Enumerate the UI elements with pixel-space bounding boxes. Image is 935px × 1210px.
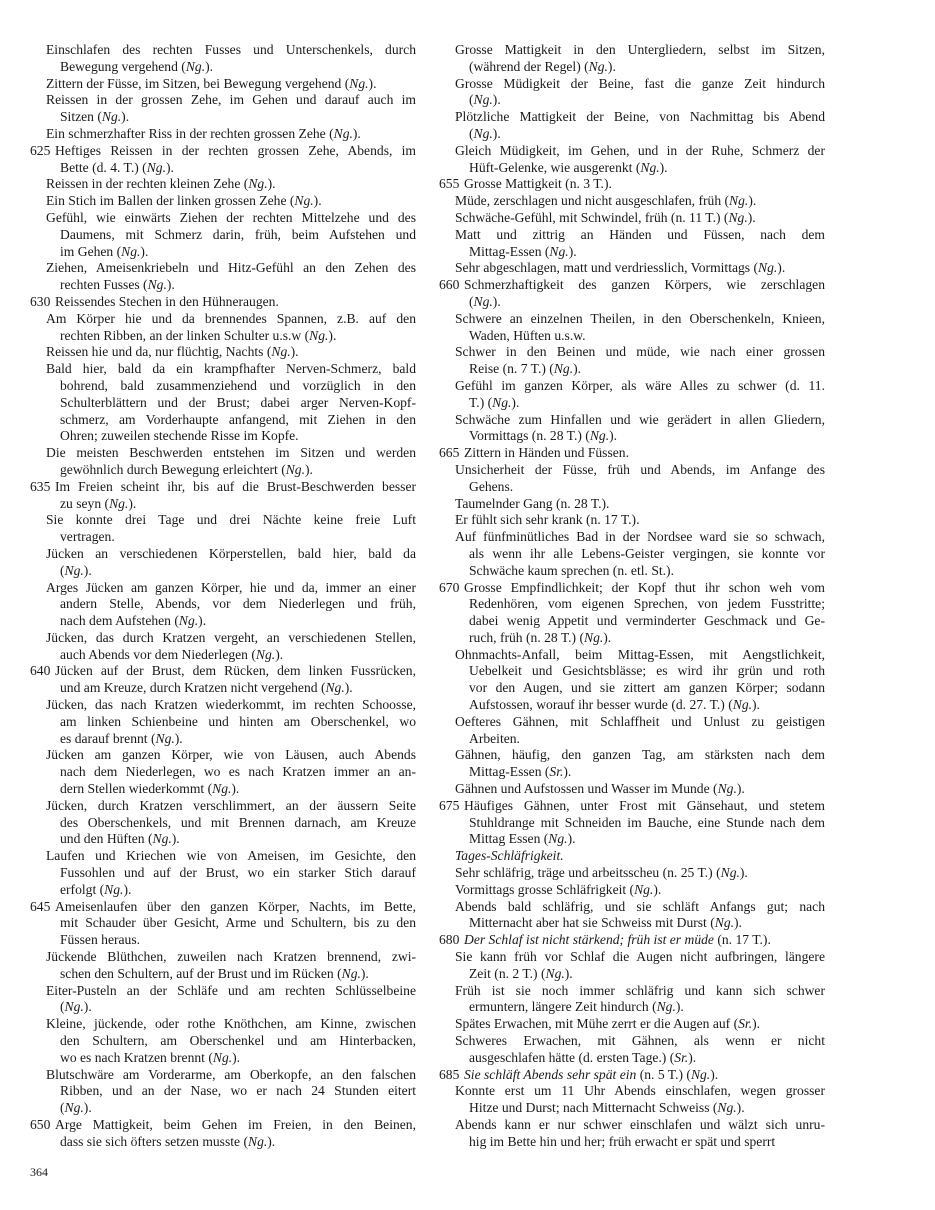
entry-line: Reissen in der grossen Zehe, im Gehen und darauf auch im [46, 92, 416, 108]
entry [439, 1117, 825, 1151]
entry [30, 193, 416, 210]
entry [439, 176, 825, 193]
entry [439, 882, 825, 899]
entry-line: Sitzen (Ng.). [60, 109, 130, 125]
entry-line: Gefühl im ganzen Körper, als wäre Alles zu schwer (d. 11. [455, 377, 825, 393]
entry-line: und am Kreuze, durch Kratzen nicht vergehend (Ng.). [60, 680, 353, 696]
entry [439, 412, 825, 446]
entry-text: Jücken auf der Brust, dem Rücken, dem linken Fussrücken, [55, 663, 416, 679]
entry-line: Spätes Erwachen, mit Mühe zerrt er die Augen auf (Sr.). [455, 1016, 761, 1032]
entry-line: Sie kann früh vor Schlaf die Augen nicht aufbringen, längere [455, 949, 825, 965]
entry-line: auch Abends vor dem Niederlegen (Ng.). [60, 646, 284, 662]
entry-line: vertragen. [60, 529, 115, 545]
entry-line: Mitternacht aber hat sie Schweiss mit Durst (Ng.). [469, 915, 742, 931]
entry-line: erfolgt (Ng.). [60, 881, 132, 897]
entry-line: es darauf brennt (Ng.). [60, 730, 183, 746]
entry-line: dern Stellen wiederkommt (Ng.). [60, 781, 240, 797]
entry [30, 983, 416, 1017]
entry-line: hig im Bette hin und her; früh erwacht er spät und sperrt [469, 1133, 776, 1149]
entry-line: Auf fünfminütliches Bad in der Nordsee ward sie so schwach, [455, 529, 825, 545]
entry-line: Plötzliche Mattigkeit der Beine, von Nachmittag bis Abend [455, 109, 825, 125]
right-column [439, 42, 825, 1151]
entry-number: 655 [439, 176, 460, 192]
entry [439, 580, 825, 647]
entry-line [439, 277, 825, 294]
entry-line: Müde, zerschlagen und nicht ausgeschlafen, früh (Ng.). [455, 193, 757, 209]
entry [439, 798, 825, 848]
entry-text: Sie schläft Abends sehr spät ein (n. 5 T.) (Ng.). [464, 1066, 719, 1082]
entry-number: 625 [30, 142, 51, 158]
entry-line [439, 1067, 825, 1084]
entry-line: bohrend, bald zusammenziehend und vorzüglich in den [60, 377, 416, 393]
entry [439, 747, 825, 781]
entry-line: Schwäche zum Hinfallen und wie gerädert in allen Gliedern, [455, 411, 825, 427]
entry-line: Uebelkeit und Gesichtsblässe; es wird ihr grün und roth [469, 663, 825, 679]
entry-line: Taumelnder Gang (n. 28 T.). [455, 495, 610, 511]
entry [30, 697, 416, 747]
entry [30, 361, 416, 445]
entry [30, 1117, 416, 1151]
entry-line: Arbeiten. [469, 730, 520, 746]
entry-line: Gleich Müdigkeit, im Gehen, und in der Ruhe, Schmerz der [455, 142, 825, 158]
entry-line [439, 932, 825, 949]
entry-line: Kleine, jückende, oder rothe Knöthchen, am Kinne, zwischen [46, 1016, 416, 1032]
entry-line: Bewegung vergehend (Ng.). [60, 58, 214, 74]
entry-line: und den Hüften (Ng.). [60, 831, 180, 847]
entry-line: nach dem Aufstehen (Ng.). [60, 613, 207, 629]
entry-line [30, 294, 416, 311]
entry-line: Hüft-Gelenke, wie ausgerenkt (Ng.). [469, 159, 668, 175]
entry-line: Fussohlen und auf der Brust, wo ein starker Stich darauf [60, 865, 416, 881]
entry [30, 1067, 416, 1117]
entry-line: Abends bald schläfrig, und sie schläft Anfangs gut; nach [455, 898, 825, 914]
entry-line: Gehens. [469, 478, 514, 494]
entry-line: vor den Augen, und sie zittert am ganzen Körper; sodann [469, 680, 825, 696]
entry [30, 580, 416, 630]
entry-text: Der Schlaf ist nicht stärkend; früh ist er müde (n. 17 T.). [464, 932, 771, 948]
entry-line: ruch, früh (n. 28 T.) (Ng.). [469, 629, 612, 645]
entry-line [439, 580, 825, 597]
entry [30, 512, 416, 546]
entry [439, 983, 825, 1017]
entry-line: Früh ist sie noch immer schläfrig und kann sich schwer [455, 982, 825, 998]
entry-line: Reise (n. 7 T.) (Ng.). [469, 361, 582, 377]
entry [439, 932, 825, 949]
entry-line: (Ng.). [469, 293, 501, 309]
entry-line: Konnte erst um 11 Uhr Abends einschlafen, wegen grosser [455, 1083, 825, 1099]
entry-line: Ein Stich im Ballen der linken grossen Zehe (Ng.). [46, 193, 322, 209]
entry-line: andern Stelle, Abends, vor dem Niederlegen und früh, [60, 596, 416, 612]
entry-line [30, 663, 416, 680]
entry [439, 647, 825, 714]
entry [439, 260, 825, 277]
entry-line: den Schultern, am Oberschenkel und am Hinterbacken, [60, 1033, 416, 1049]
left-column [30, 42, 416, 1151]
entry-line: dass sie sich öfters setzen musste (Ng.). [60, 1133, 276, 1149]
entry [439, 1083, 825, 1117]
entry-line: Zittern der Füsse, im Sitzen, bei Bewegung vergehend (Ng.). [46, 75, 377, 91]
entry-line: Blutschwäre am Vorderarme, am Oberkopfe, an den falschen [46, 1066, 416, 1082]
entry [439, 76, 825, 110]
entry-number: 680 [439, 932, 460, 948]
entry-line: Jücken, das nach Kratzen wiederkommt, im rechten Schoosse, [46, 697, 416, 713]
entry [439, 210, 825, 227]
entry-line: ausgeschlafen hätte (d. ersten Tage.) (Sr.). [469, 1049, 697, 1065]
entry-number: 630 [30, 293, 51, 309]
entry [30, 42, 416, 76]
entry-line: Sie konnte drei Tage und drei Nächte keine freie Luft [46, 512, 416, 528]
entry-line: schen den Schultern, auf der Brust und im Rücken (Ng.). [60, 965, 369, 981]
entry-line: Zeit (n. 2 T.) (Ng.). [469, 965, 573, 981]
entry-line [30, 1117, 416, 1134]
entry-line [439, 176, 825, 193]
entry [439, 1016, 825, 1033]
entry-text: Im Freien scheint ihr, bis auf die Brust-Beschwerden besser [55, 478, 416, 494]
entry-line: Gähnen und Aufstossen und Wasser im Munde (Ng.). [455, 781, 745, 797]
entry-line: Einschlafen des rechten Fusses und Unterschenkels, durch [46, 42, 416, 57]
entry-line: Abends kann er nur schwer einschlafen und wälzt sich unru- [455, 1117, 825, 1132]
entry-line: Grosse Mattigkeit in den Untergliedern, selbst im Sitzen, [455, 42, 825, 57]
entry-line: Aufstossen, worauf ihr besser wurde (d. 27. T.) (Ng.). [469, 697, 760, 713]
entry-line: im Gehen (Ng.). [60, 243, 149, 259]
entry-line: Ribben, und an der Nase, wo er nach 24 Stunden eitert [60, 1083, 416, 1099]
entry-number: 635 [30, 478, 51, 494]
entry-line: Daumens, mit Schmerz darin, früh, beim Aufstehen und [60, 226, 416, 242]
entry-line: Oefteres Gähnen, mit Schlaffheit und Unlust zu geistigen [455, 713, 825, 729]
entry-line: Am Körper hie und da brennendes Spannen, z.B. auf den [46, 310, 416, 326]
entry [30, 344, 416, 361]
entry-line: Schulterblättern und der Brust; dabei arger Nerven-Kopf- [60, 394, 416, 410]
entry-text: Heftiges Reissen in der rechten grossen Zehe, Abends, im [55, 142, 416, 158]
entry-text: Ameisenlaufen über den ganzen Körper, Nachts, im Bette, [55, 898, 416, 914]
entry-line: Die meisten Beschwerden entstehen im Sitzen und werden [46, 445, 416, 461]
entry [30, 210, 416, 260]
entry-line: zu seyn (Ng.). [60, 495, 137, 511]
entry [439, 277, 825, 311]
entry-line: Mittag Essen (Ng.). [469, 831, 576, 847]
entry-line: Vormittags grosse Schläfrigkeit (Ng.). [455, 881, 662, 897]
entry-line: Waden, Hüften u.s.w. [469, 327, 586, 343]
entry-line: (Ng.). [60, 999, 92, 1015]
entry [439, 445, 825, 462]
entry-line: Arges Jücken am ganzen Körper, hie und da, immer an einer [46, 579, 416, 595]
entry-line: Tages-Schläfrigkeit. [455, 848, 564, 864]
entry [30, 176, 416, 193]
entry-line: Mittag-Essen (Ng.). [469, 243, 577, 259]
entry-line: Stuhldrange mit Schneiden im Bauche, eine Stunde nach dem [469, 814, 825, 830]
entry-line: dabei wenig Appetit und verminderter Geschmack und Ge- [469, 613, 825, 629]
page-number: 364 [30, 1165, 48, 1179]
entry-line: (Ng.). [60, 562, 92, 578]
entry [30, 546, 416, 580]
entry-line: (während der Regel) (Ng.). [469, 58, 616, 74]
entry-line: Ein schmerzhafter Riss in der rechten grossen Zehe (Ng.). [46, 125, 361, 141]
entry-line [30, 479, 416, 496]
entry-line: Unsicherheit der Füsse, früh und Abends, im Anfange des [455, 461, 825, 477]
entry [439, 193, 825, 210]
entry-line: Bette (d. 4. T.) (Ng.). [60, 159, 174, 175]
entry-line: Ziehen, Ameisenkriebeln und Hitz-Gefühl an den Zehen des [46, 260, 416, 276]
entry-line: Grosse Müdigkeit der Beine, fast die ganze Zeit hindurch [455, 75, 825, 91]
entry-line: rechten Fusses (Ng.). [60, 277, 175, 293]
entry [30, 949, 416, 983]
entry-line: Matt und zittrig an Händen und Füssen, nach dem [455, 226, 825, 242]
entry-line [30, 899, 416, 916]
entry-line: (Ng.). [469, 92, 501, 108]
entry [439, 781, 825, 798]
entry [30, 1016, 416, 1066]
entry-line: Schweres Erwachen, mit Gähnen, als wenn er nicht [455, 1033, 825, 1049]
entry-number: 665 [439, 445, 460, 461]
entry-line: Schwere an einzelnen Theilen, in den Oberschenkeln, Knieen, [455, 310, 825, 326]
entry-line [439, 798, 825, 815]
entry [439, 512, 825, 529]
entry-line: Jücken, durch Kratzen verschlimmert, an der äussern Seite [46, 797, 416, 813]
entry-number: 660 [439, 277, 460, 293]
entry-line: Sehr schläfrig, träge und arbeitsscheu (n. 25 T.) (Ng.). [455, 865, 748, 881]
entry-text: Häufiges Gähnen, unter Frost mit Gänsehaut, und stetem [464, 797, 825, 813]
entry-line: mit Schauder über Gesicht, Arme und Schultern, bis zu den [60, 915, 416, 931]
entry [30, 479, 416, 513]
entry-line: Jücken, das durch Kratzen vergeht, an verschiedenen Stellen, [46, 629, 416, 645]
entry [439, 109, 825, 143]
entry [30, 76, 416, 93]
entry-line: (Ng.). [469, 125, 501, 141]
entry [439, 311, 825, 345]
entry-number: 640 [30, 663, 51, 679]
entry [30, 630, 416, 664]
entry [30, 798, 416, 848]
entry-number: 685 [439, 1066, 460, 1082]
entry-line: als wenn ihr alle Lebens-Geister vergingen, sie konnte vor [469, 545, 825, 561]
entry-line: schmerz, am Vorderhaupte anfangend, mit Ziehen in den [60, 411, 416, 427]
entry-line: am linken Schienbeine und hinten am Oberschenkel, wo [60, 713, 416, 729]
entry-line: Reissen hie und da, nur flüchtig, Nachts (Ng.). [46, 344, 299, 360]
entry-line: Schwäche kaum sprechen (n. etl. St.). [469, 562, 674, 578]
entry-number: 675 [439, 797, 460, 813]
entry-line: Redenhören, vom eigenen Sprechen, von jedem Fusstritte; [469, 596, 825, 612]
entry [30, 747, 416, 797]
entry-line: Schwäche-Gefühl, mit Schwindel, früh (n. 11 T.) (Ng.). [455, 209, 756, 225]
entry-text: Arge Mattigkeit, beim Gehen im Freien, in den Beinen, [55, 1117, 416, 1132]
entry-line: Jückende Blüthchen, zuweilen nach Kratzen brennend, zwi- [46, 949, 416, 965]
entry-line: Ohren; zuweilen stechende Risse im Kopfe. [60, 428, 299, 444]
entry-number: 650 [30, 1117, 51, 1132]
entry [439, 344, 825, 378]
entry [30, 92, 416, 126]
entry-text: Grosse Empfindlichkeit; der Kopf thut ihr schon weh vom [464, 579, 825, 595]
entry-line: Mittag-Essen (Sr.). [469, 764, 572, 780]
entry-number: 670 [439, 579, 460, 595]
entry-line: rechten Ribben, an der linken Schulter u.s.w (Ng.). [60, 327, 337, 343]
entry [439, 1067, 825, 1084]
entry [30, 899, 416, 949]
entry-line: gewöhnlich durch Bewegung erleichtert (Ng.). [60, 461, 313, 477]
entry [439, 378, 825, 412]
entry-line: (Ng.). [60, 1100, 92, 1116]
entry [439, 714, 825, 748]
entry-line: Jücken an verschiedenen Körperstellen, bald hier, bald da [46, 545, 416, 561]
entry [30, 311, 416, 345]
entry [439, 143, 825, 177]
entry [439, 1033, 825, 1067]
entry-text: Zittern in Händen und Füssen. [464, 445, 629, 461]
entry-line: Eiter-Pusteln an der Schläfe und am rechten Schlüsselbeine [46, 982, 416, 998]
entry [439, 899, 825, 933]
entry-line: Ohnmachts-Anfall, beim Mittag-Essen, mit Aengstlichkeit, [455, 646, 825, 662]
entry-line: Schwer in den Beinen und müde, wie nach einer grossen [455, 344, 825, 360]
entry [30, 260, 416, 294]
entry [30, 848, 416, 898]
entry-line: wo es nach Kratzen brennt (Ng.). [60, 1049, 241, 1065]
entry-line: Gefühl, wie einwärts Ziehen der rechten Mittelzehe und des [46, 209, 416, 225]
entry-line: T.) (Ng.). [469, 394, 520, 410]
entry [439, 496, 825, 513]
entry [30, 445, 416, 479]
entry [30, 663, 416, 697]
entry-line: ermuntern, längere Zeit hindurch (Ng.). [469, 999, 684, 1015]
entry-line: Hitze und Durst; nach Mitternacht Schweiss (Ng.). [469, 1100, 745, 1116]
entry-line: Füssen heraus. [60, 932, 141, 948]
entry-text: Reissendes Stechen in den Hühneraugen. [55, 293, 279, 309]
entry-line: Reissen in der rechten kleinen Zehe (Ng.). [46, 176, 276, 192]
entry-line: Jücken am ganzen Körper, wie von Läusen, auch Abends [46, 747, 416, 763]
entry-line: Gähnen, häufig, den ganzen Tag, am stärksten nach dem [455, 747, 825, 763]
entry-text: Grosse Mattigkeit (n. 3 T.). [464, 176, 612, 192]
entry [30, 294, 416, 311]
entry [439, 949, 825, 983]
entry-line: Vormittags (n. 28 T.) (Ng.). [469, 428, 618, 444]
entry-line: Laufen und Kriechen wie von Ameisen, im Gesichte, den [46, 848, 416, 864]
entry [439, 848, 825, 865]
entry-number: 645 [30, 898, 51, 914]
entry [30, 143, 416, 177]
entry-line: des Oberschenkels, und mit Brennen darnach, am Kreuze [60, 814, 416, 830]
entry-line [30, 143, 416, 160]
entry [30, 126, 416, 143]
entry [439, 529, 825, 579]
entry-line: Bald hier, bald da ein krampfhafter Nerven-Schmerz, bald [46, 361, 416, 377]
entry-line: Er fühlt sich sehr krank (n. 17 T.). [455, 512, 640, 528]
entry-line [439, 445, 825, 462]
entry [439, 227, 825, 261]
entry [439, 865, 825, 882]
entry [439, 42, 825, 76]
entry-text: Schmerzhaftigkeit des ganzen Körpers, wie zerschlagen [464, 277, 825, 293]
entry [439, 462, 825, 496]
entry-line: Sehr abgeschlagen, matt und verdriesslich, Vormittags (Ng.). [455, 260, 786, 276]
entry-line: nach dem Niederlegen, wo es nach Kratzen immer an an- [60, 764, 416, 780]
